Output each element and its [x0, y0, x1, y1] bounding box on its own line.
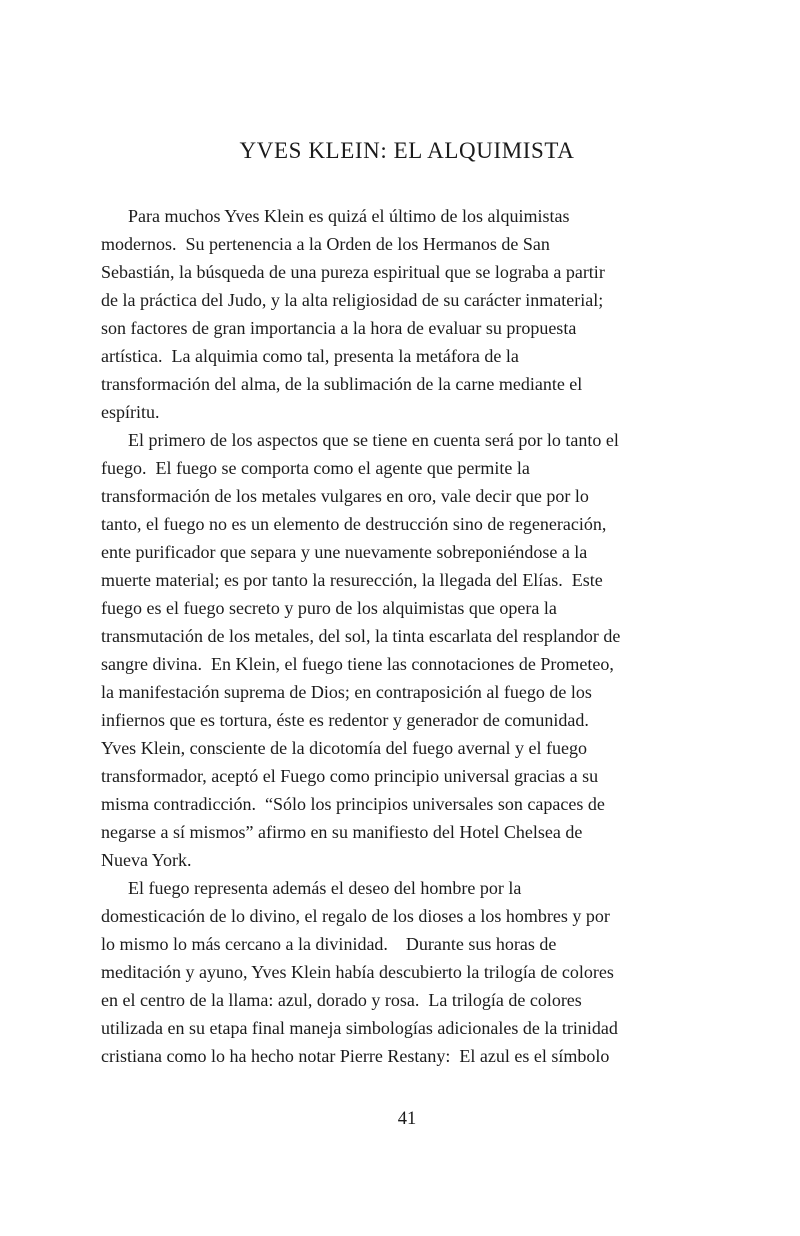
text-line: Yves Klein, consciente de la dicotomía del fuego avernal y el fuego: [101, 738, 588, 758]
text-column: [101, 0, 713, 1131]
text-line: transformación de los metales vulgares en oro, vale decir que por lo: [101, 486, 589, 506]
text-line: fuego. El fuego se comporta como el agente que permite la: [101, 458, 530, 478]
text-line: El fuego representa además el deseo del hombre por la: [128, 878, 522, 898]
page-number: 41: [397, 1109, 417, 1129]
text-line: Para muchos Yves Klein es quizá el último de los alquimistas: [128, 206, 570, 226]
text-line: utilizada en su etapa final maneja simbologías adicionales de la trinidad: [101, 1018, 618, 1038]
text-line: tanto, el fuego no es un elemento de destrucción sino de regeneración,: [101, 514, 607, 534]
text-line: la manifestación suprema de Dios; en contraposición al fuego de los: [101, 682, 592, 702]
paragraph: [101, 874, 713, 1070]
text-line: misma contradicción. “Sólo los principios universales son capaces de: [101, 794, 605, 814]
paragraph: [101, 202, 713, 426]
text-line: sangre divina. En Klein, el fuego tiene las connotaciones de Prometeo,: [101, 654, 614, 674]
page-title: YVES KLEIN: EL ALQUIMISTA: [239, 138, 575, 163]
text-line: muerte material; es por tanto la resurección, la llegada del Elías. Este: [101, 570, 603, 590]
text-line: transformación del alma, de la sublimación de la carne mediante el: [101, 374, 583, 394]
text-line: Sebastián, la búsqueda de una pureza espiritual que se lograba a partir: [101, 262, 605, 282]
text-line: negarse a sí mismos” afirmo en su manifiesto del Hotel Chelsea de: [101, 822, 583, 842]
text-line: El primero de los aspectos que se tiene en cuenta será por lo tanto el: [128, 430, 619, 450]
text-line: son factores de gran importancia a la hora de evaluar su propuesta: [101, 318, 577, 338]
text-line: lo mismo lo más cercano a la divinidad. Durante sus horas de: [101, 934, 557, 954]
text-line: meditación y ayuno, Yves Klein había descubierto la trilogía de colores: [101, 962, 614, 982]
paragraph: [101, 426, 713, 874]
text-line: domesticación de lo divino, el regalo de los dioses a los hombres y por: [101, 906, 610, 926]
text-line: en el centro de la llama: azul, dorado y rosa. La trilogía de colores: [101, 990, 582, 1010]
text-line: de la práctica del Judo, y la alta religiosidad de su carácter inmaterial;: [101, 290, 604, 310]
text-line: transformador, aceptó el Fuego como principio universal gracias a su: [101, 766, 599, 786]
text-line: Nueva York.: [101, 850, 192, 870]
text-line: transmutación de los metales, del sol, la tinta escarlata del resplandor de: [101, 626, 621, 646]
text-line: fuego es el fuego secreto y puro de los alquimistas que opera la: [101, 598, 557, 618]
text-line: infiernos que es tortura, éste es redentor y generador de comunidad.: [101, 710, 589, 730]
text-line: ente purificador que separa y une nuevamente sobreponiéndose a la: [101, 542, 588, 562]
text-line: modernos. Su pertenencia a la Orden de los Hermanos de San: [101, 234, 550, 254]
text-line: cristiana como lo ha hecho notar Pierre Restany: El azul es el símbolo: [101, 1046, 610, 1066]
text-line: artística. La alquimia como tal, presenta la metáfora de la: [101, 346, 519, 366]
page-body: [101, 202, 713, 1070]
text-line: espíritu.: [101, 402, 160, 422]
